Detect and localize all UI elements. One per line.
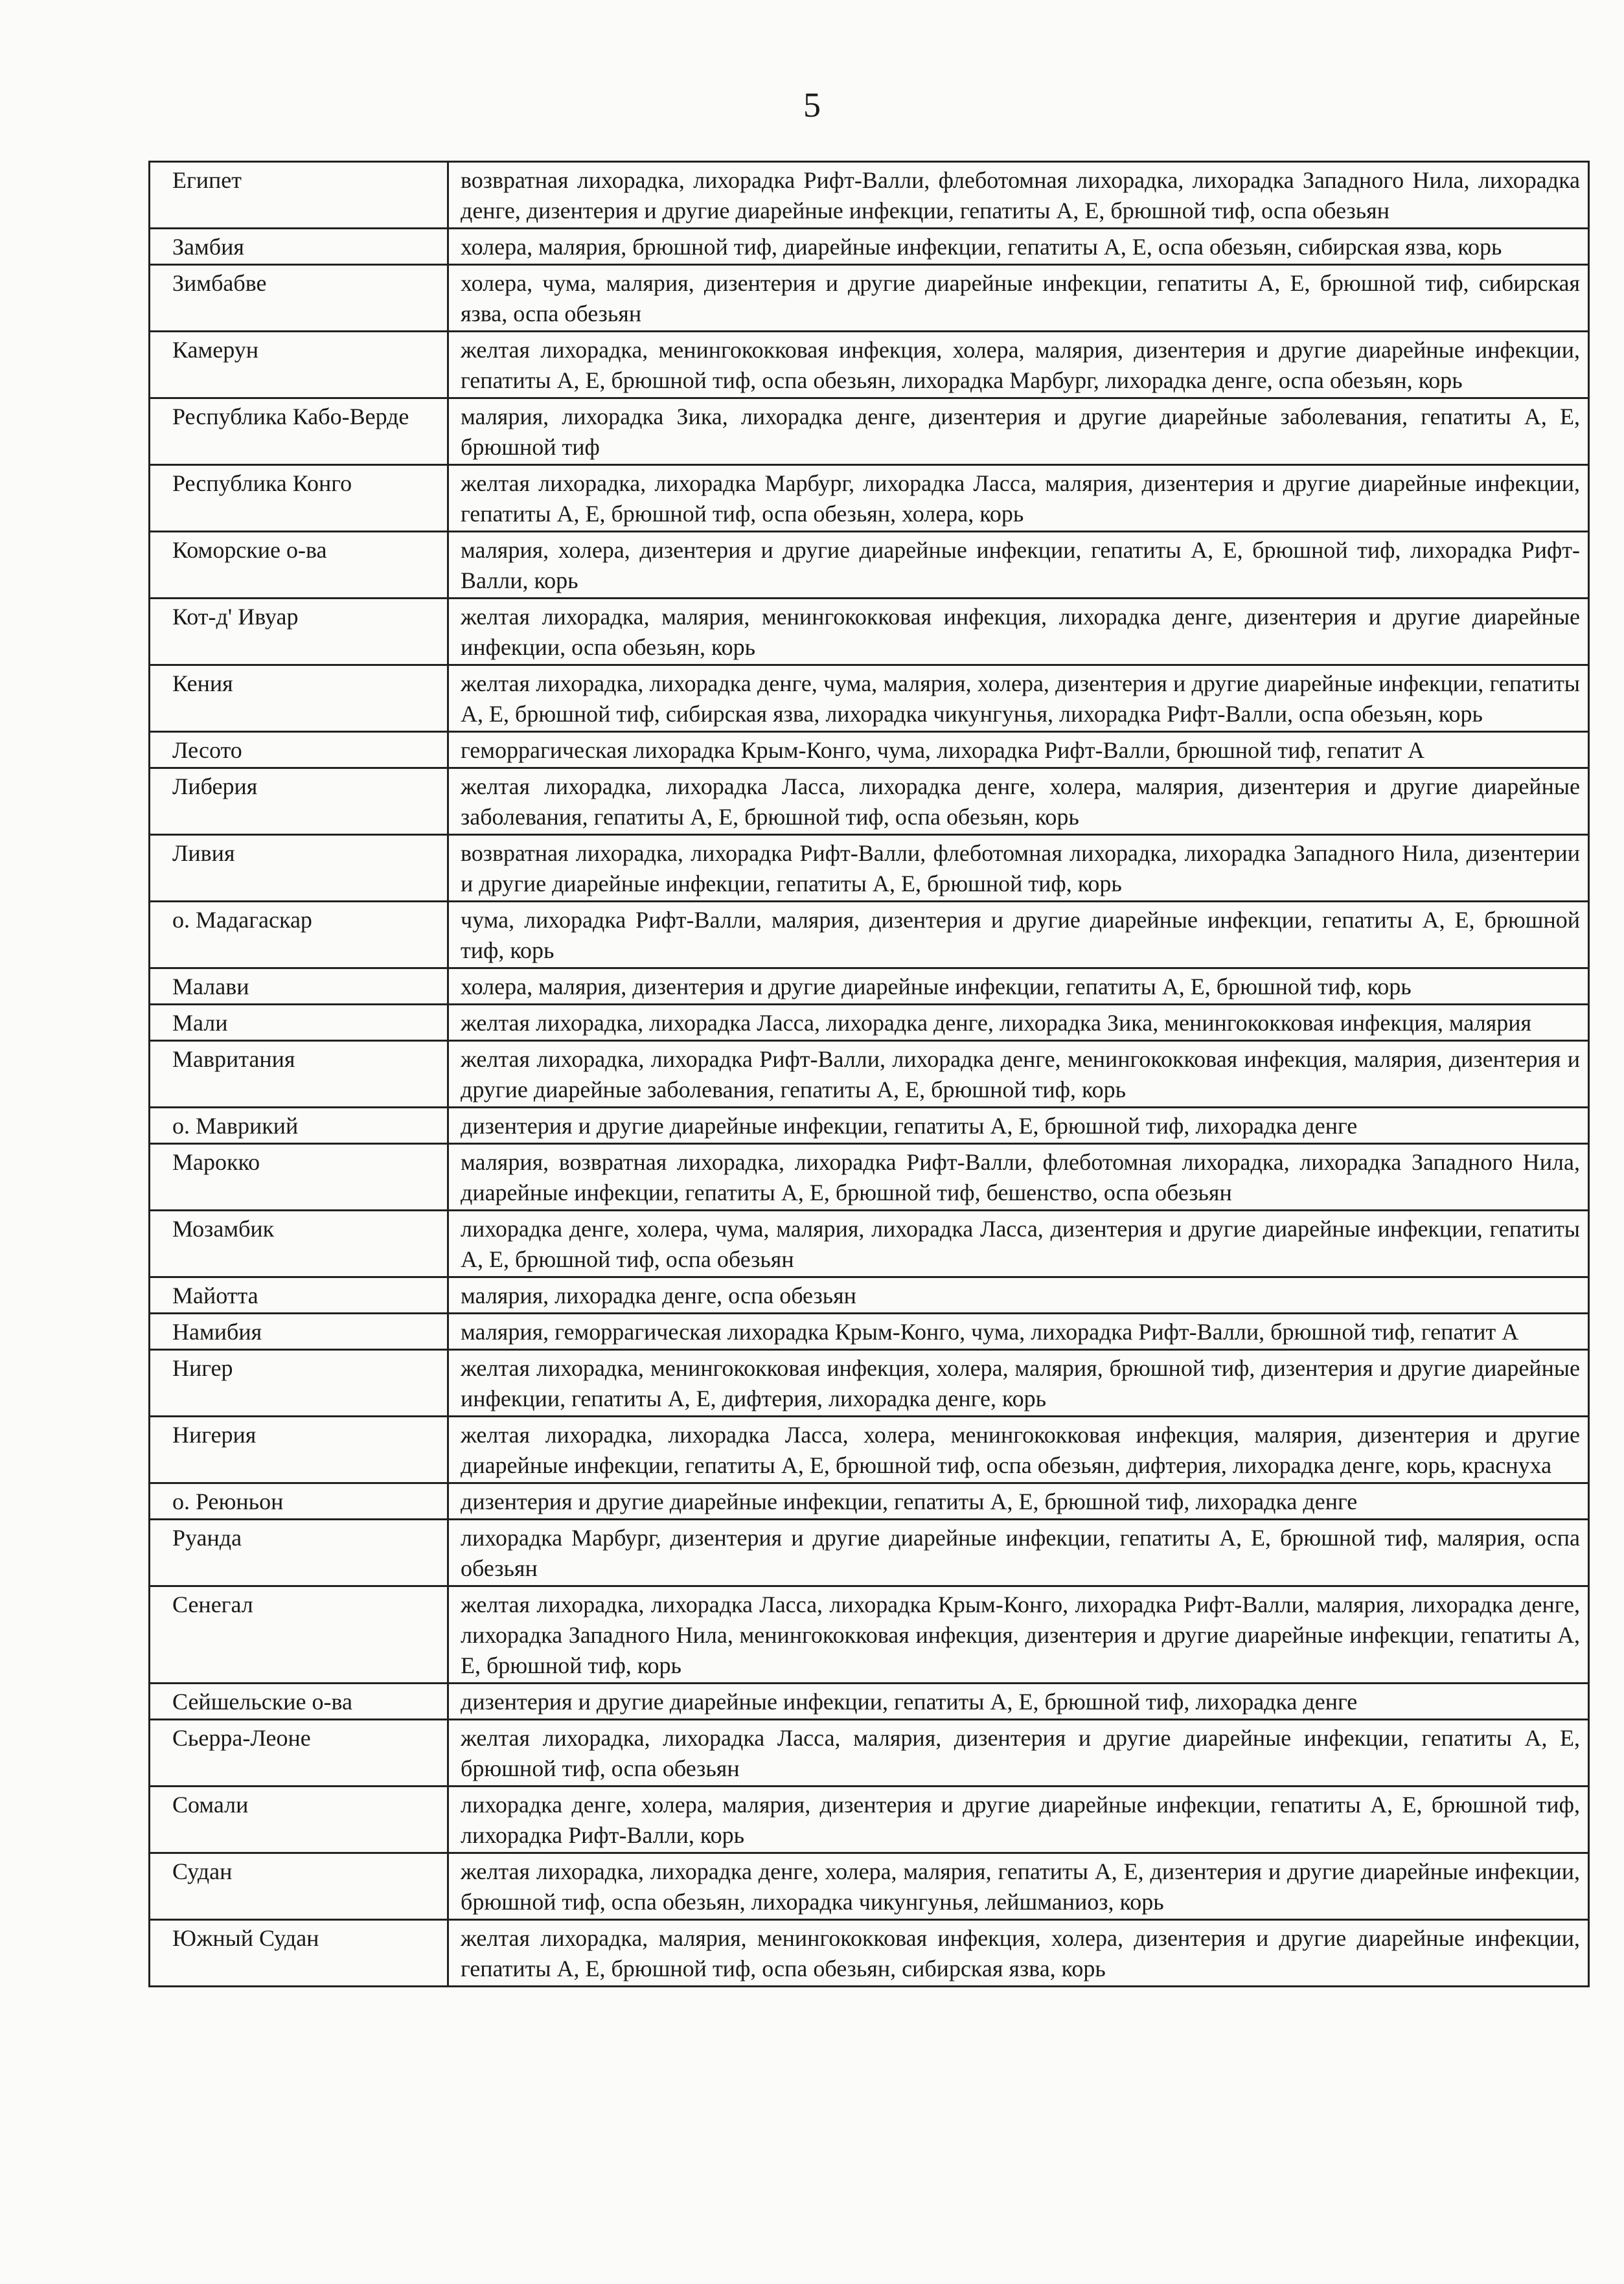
- diseases-cell: лихорадка денге, холера, малярия, дизентерия и другие диарейные инфекции, гепатиты А, Е, брюшной тиф, лихорадка Рифт-Валли, корь: [448, 1787, 1589, 1853]
- diseases-cell: лихорадка денге, холера, чума, малярия, лихорадка Ласса, дизентерия и другие диарейные инфекции, гепатиты А, Е, брюшной тиф, оспа обезьян: [448, 1211, 1589, 1277]
- diseases-cell: дизентерия и другие диарейные инфекции, гепатиты А, Е, брюшной тиф, лихорадка денге: [448, 1483, 1589, 1520]
- diseases-cell: дизентерия и другие диарейные инфекции, гепатиты А, Е, брюшной тиф, лихорадка денге: [448, 1684, 1589, 1720]
- table-row: [150, 835, 1589, 902]
- table-row: [150, 1277, 1589, 1314]
- table-row: [150, 398, 1589, 465]
- country-cell: Майотта: [150, 1277, 448, 1314]
- country-cell: Ливия: [150, 835, 448, 902]
- diseases-cell: желтая лихорадка, лихорадка Ласса, лихорадка денге, лихорадка Зика, менингококковая инфекция, малярия: [448, 1005, 1589, 1041]
- diseases-cell: желтая лихорадка, лихорадка Ласса, лихорадка денге, холера, малярия, дизентерия и другие диарейные заболевания, гепатиты А, Е, брюшной тиф, оспа обезьян, корь: [448, 768, 1589, 835]
- diseases-cell: желтая лихорадка, лихорадка Ласса, холера, менингококковая инфекция, малярия, дизентерия и другие диарейные инфекции, гепатиты А, Е, брюшной тиф, оспа обезьян, дифтерия, лихорадка денге, корь, краснуха: [448, 1417, 1589, 1483]
- country-cell: Республика Конго: [150, 465, 448, 532]
- country-cell: Кения: [150, 665, 448, 732]
- country-cell: Южный Судан: [150, 1920, 448, 1987]
- table-row: [150, 1314, 1589, 1350]
- country-cell: Намибия: [150, 1314, 448, 1350]
- diseases-cell: холера, малярия, брюшной тиф, диарейные инфекции, гепатиты А, Е, оспа обезьян, сибирская язва, корь: [448, 229, 1589, 265]
- diseases-cell: малярия, геморрагическая лихорадка Крым-Конго, чума, лихорадка Рифт-Валли, брюшной тиф, гепатит А: [448, 1314, 1589, 1350]
- country-cell: Нигер: [150, 1350, 448, 1417]
- diseases-cell: возвратная лихорадка, лихорадка Рифт-Валли, флеботомная лихорадка, лихорадка Западного Нила, дизентерии и другие диарейные инфекции, гепатиты А, Е, брюшной тиф, корь: [448, 835, 1589, 902]
- country-cell: Нигерия: [150, 1417, 448, 1483]
- diseases-cell: желтая лихорадка, малярия, менингококковая инфекция, холера, дизентерия и другие диарейные инфекции, гепатиты А, Е, брюшной тиф, оспа обезьян, сибирская язва, корь: [448, 1920, 1589, 1987]
- country-cell: Сомали: [150, 1787, 448, 1853]
- page-number: 5: [803, 86, 821, 124]
- table-row: [150, 599, 1589, 665]
- diseases-cell: холера, чума, малярия, дизентерия и другие диарейные инфекции, гепатиты А, Е, брюшной тиф, сибирская язва, оспа обезьян: [448, 265, 1589, 332]
- table-row: [150, 332, 1589, 398]
- diseases-cell: желтая лихорадка, лихорадка Ласса, лихорадка Крым-Конго, лихорадка Рифт-Валли, малярия, лихорадка денге, лихорадка Западного Нила, менингококковая инфекция, дизентерия и другие диарейные инфекции, гепатиты А, Е, брюшной тиф, корь: [448, 1586, 1589, 1684]
- table-row: [150, 1720, 1589, 1787]
- table-row: [150, 1483, 1589, 1520]
- table-row: [150, 1108, 1589, 1144]
- diseases-cell: возвратная лихорадка, лихорадка Рифт-Валли, флеботомная лихорадка, лихорадка Западного Нила, лихорадка денге, дизентерия и другие диарейные инфекции, гепатиты А, Е, брюшной тиф, оспа обезьян: [448, 162, 1589, 229]
- country-cell: Лесото: [150, 732, 448, 768]
- diseases-cell: желтая лихорадка, малярия, менингококковая инфекция, лихорадка денге, дизентерия и другие диарейные инфекции, оспа обезьян, корь: [448, 599, 1589, 665]
- table-row: [150, 229, 1589, 265]
- country-cell: Мавритания: [150, 1041, 448, 1108]
- country-cell: Руанда: [150, 1520, 448, 1586]
- country-cell: Малави: [150, 968, 448, 1005]
- table-row: [150, 1520, 1589, 1586]
- table-row: [150, 732, 1589, 768]
- country-disease-table: [148, 161, 1590, 1987]
- table-row: [150, 265, 1589, 332]
- table-row: [150, 1920, 1589, 1987]
- country-cell: Камерун: [150, 332, 448, 398]
- diseases-cell: желтая лихорадка, менингококковая инфекция, холера, малярия, брюшной тиф, дизентерия и другие диарейные инфекции, гепатиты А, Е, дифтерия, лихорадка денге, корь: [448, 1350, 1589, 1417]
- table-row: [150, 1684, 1589, 1720]
- country-cell: Сьерра-Леоне: [150, 1720, 448, 1787]
- country-cell: о. Реюньон: [150, 1483, 448, 1520]
- country-cell: Сейшельские о-ва: [150, 1684, 448, 1720]
- country-cell: Судан: [150, 1853, 448, 1920]
- diseases-cell: желтая лихорадка, менингококковая инфекция, холера, малярия, дизентерия и другие диарейные инфекции, гепатиты А, Е, брюшной тиф, оспа обезьян, лихорадка Марбург, лихорадка денге, оспа обезьян, корь: [448, 332, 1589, 398]
- table-row: [150, 1787, 1589, 1853]
- country-cell: Кот-д' Ивуар: [150, 599, 448, 665]
- table-row: [150, 1417, 1589, 1483]
- diseases-cell: чума, лихорадка Рифт-Валли, малярия, дизентерия и другие диарейные инфекции, гепатиты А, Е, брюшной тиф, корь: [448, 902, 1589, 968]
- diseases-cell: желтая лихорадка, лихорадка Марбург, лихорадка Ласса, малярия, дизентерия и другие диарейные инфекции, гепатиты А, Е, брюшной тиф, оспа обезьян, холера, корь: [448, 465, 1589, 532]
- table-row: [150, 1041, 1589, 1108]
- table-row: [150, 1005, 1589, 1041]
- country-cell: Египет: [150, 162, 448, 229]
- diseases-cell: малярия, лихорадка денге, оспа обезьян: [448, 1277, 1589, 1314]
- table-row: [150, 465, 1589, 532]
- diseases-cell: желтая лихорадка, лихорадка Ласса, малярия, дизентерия и другие диарейные инфекции, гепатиты А, Е, брюшной тиф, оспа обезьян: [448, 1720, 1589, 1787]
- table-row: [150, 1350, 1589, 1417]
- diseases-cell: холера, малярия, дизентерия и другие диарейные инфекции, гепатиты А, Е, брюшной тиф, корь: [448, 968, 1589, 1005]
- country-cell: Либерия: [150, 768, 448, 835]
- diseases-cell: малярия, возвратная лихорадка, лихорадка Рифт-Валли, флеботомная лихорадка, лихорадка Западного Нила, диарейные инфекции, гепатиты А, Е, брюшной тиф, бешенство, оспа обезьян: [448, 1144, 1589, 1211]
- table-body: [150, 162, 1589, 1987]
- country-cell: Замбия: [150, 229, 448, 265]
- diseases-cell: желтая лихорадка, лихорадка денге, холера, малярия, гепатиты А, Е, дизентерия и другие диарейные инфекции, брюшной тиф, оспа обезьян, лихорадка чикунгунья, лейшманиоз, корь: [448, 1853, 1589, 1920]
- diseases-cell: желтая лихорадка, лихорадка денге, чума, малярия, холера, дизентерия и другие диарейные инфекции, гепатиты А, Е, брюшной тиф, сибирская язва, лихорадка чикунгунья, лихорадка Рифт-Валли, оспа обезьян, корь: [448, 665, 1589, 732]
- table-row: [150, 532, 1589, 599]
- table-row: [150, 1211, 1589, 1277]
- country-cell: Республика Кабо-Верде: [150, 398, 448, 465]
- table-row: [150, 902, 1589, 968]
- diseases-cell: дизентерия и другие диарейные инфекции, гепатиты А, Е, брюшной тиф, лихорадка денге: [448, 1108, 1589, 1144]
- diseases-cell: желтая лихорадка, лихорадка Рифт-Валли, лихорадка денге, менингококковая инфекция, малярия, дизентерия и другие диарейные заболевания, гепатиты А, Е, брюшной тиф, корь: [448, 1041, 1589, 1108]
- table-row: [150, 1586, 1589, 1684]
- country-cell: Мали: [150, 1005, 448, 1041]
- country-cell: о. Мадагаскар: [150, 902, 448, 968]
- country-cell: Зимбабве: [150, 265, 448, 332]
- country-cell: Мозамбик: [150, 1211, 448, 1277]
- country-cell: Марокко: [150, 1144, 448, 1211]
- country-cell: о. Маврикий: [150, 1108, 448, 1144]
- table-row: [150, 162, 1589, 229]
- diseases-cell: геморрагическая лихорадка Крым-Конго, чума, лихорадка Рифт-Валли, брюшной тиф, гепатит А: [448, 732, 1589, 768]
- table-row: [150, 768, 1589, 835]
- table-row: [150, 1144, 1589, 1211]
- diseases-cell: малярия, холера, дизентерия и другие диарейные инфекции, гепатиты А, Е, брюшной тиф, лихорадка Рифт-Валли, корь: [448, 532, 1589, 599]
- table-row: [150, 665, 1589, 732]
- table-row: [150, 968, 1589, 1005]
- diseases-cell: лихорадка Марбург, дизентерия и другие диарейные инфекции, гепатиты А, Е, брюшной тиф, малярия, оспа обезьян: [448, 1520, 1589, 1586]
- country-cell: Сенегал: [150, 1586, 448, 1684]
- diseases-cell: малярия, лихорадка Зика, лихорадка денге, дизентерия и другие диарейные заболевания, гепатиты А, Е, брюшной тиф: [448, 398, 1589, 465]
- table-row: [150, 1853, 1589, 1920]
- country-cell: Коморские о-ва: [150, 532, 448, 599]
